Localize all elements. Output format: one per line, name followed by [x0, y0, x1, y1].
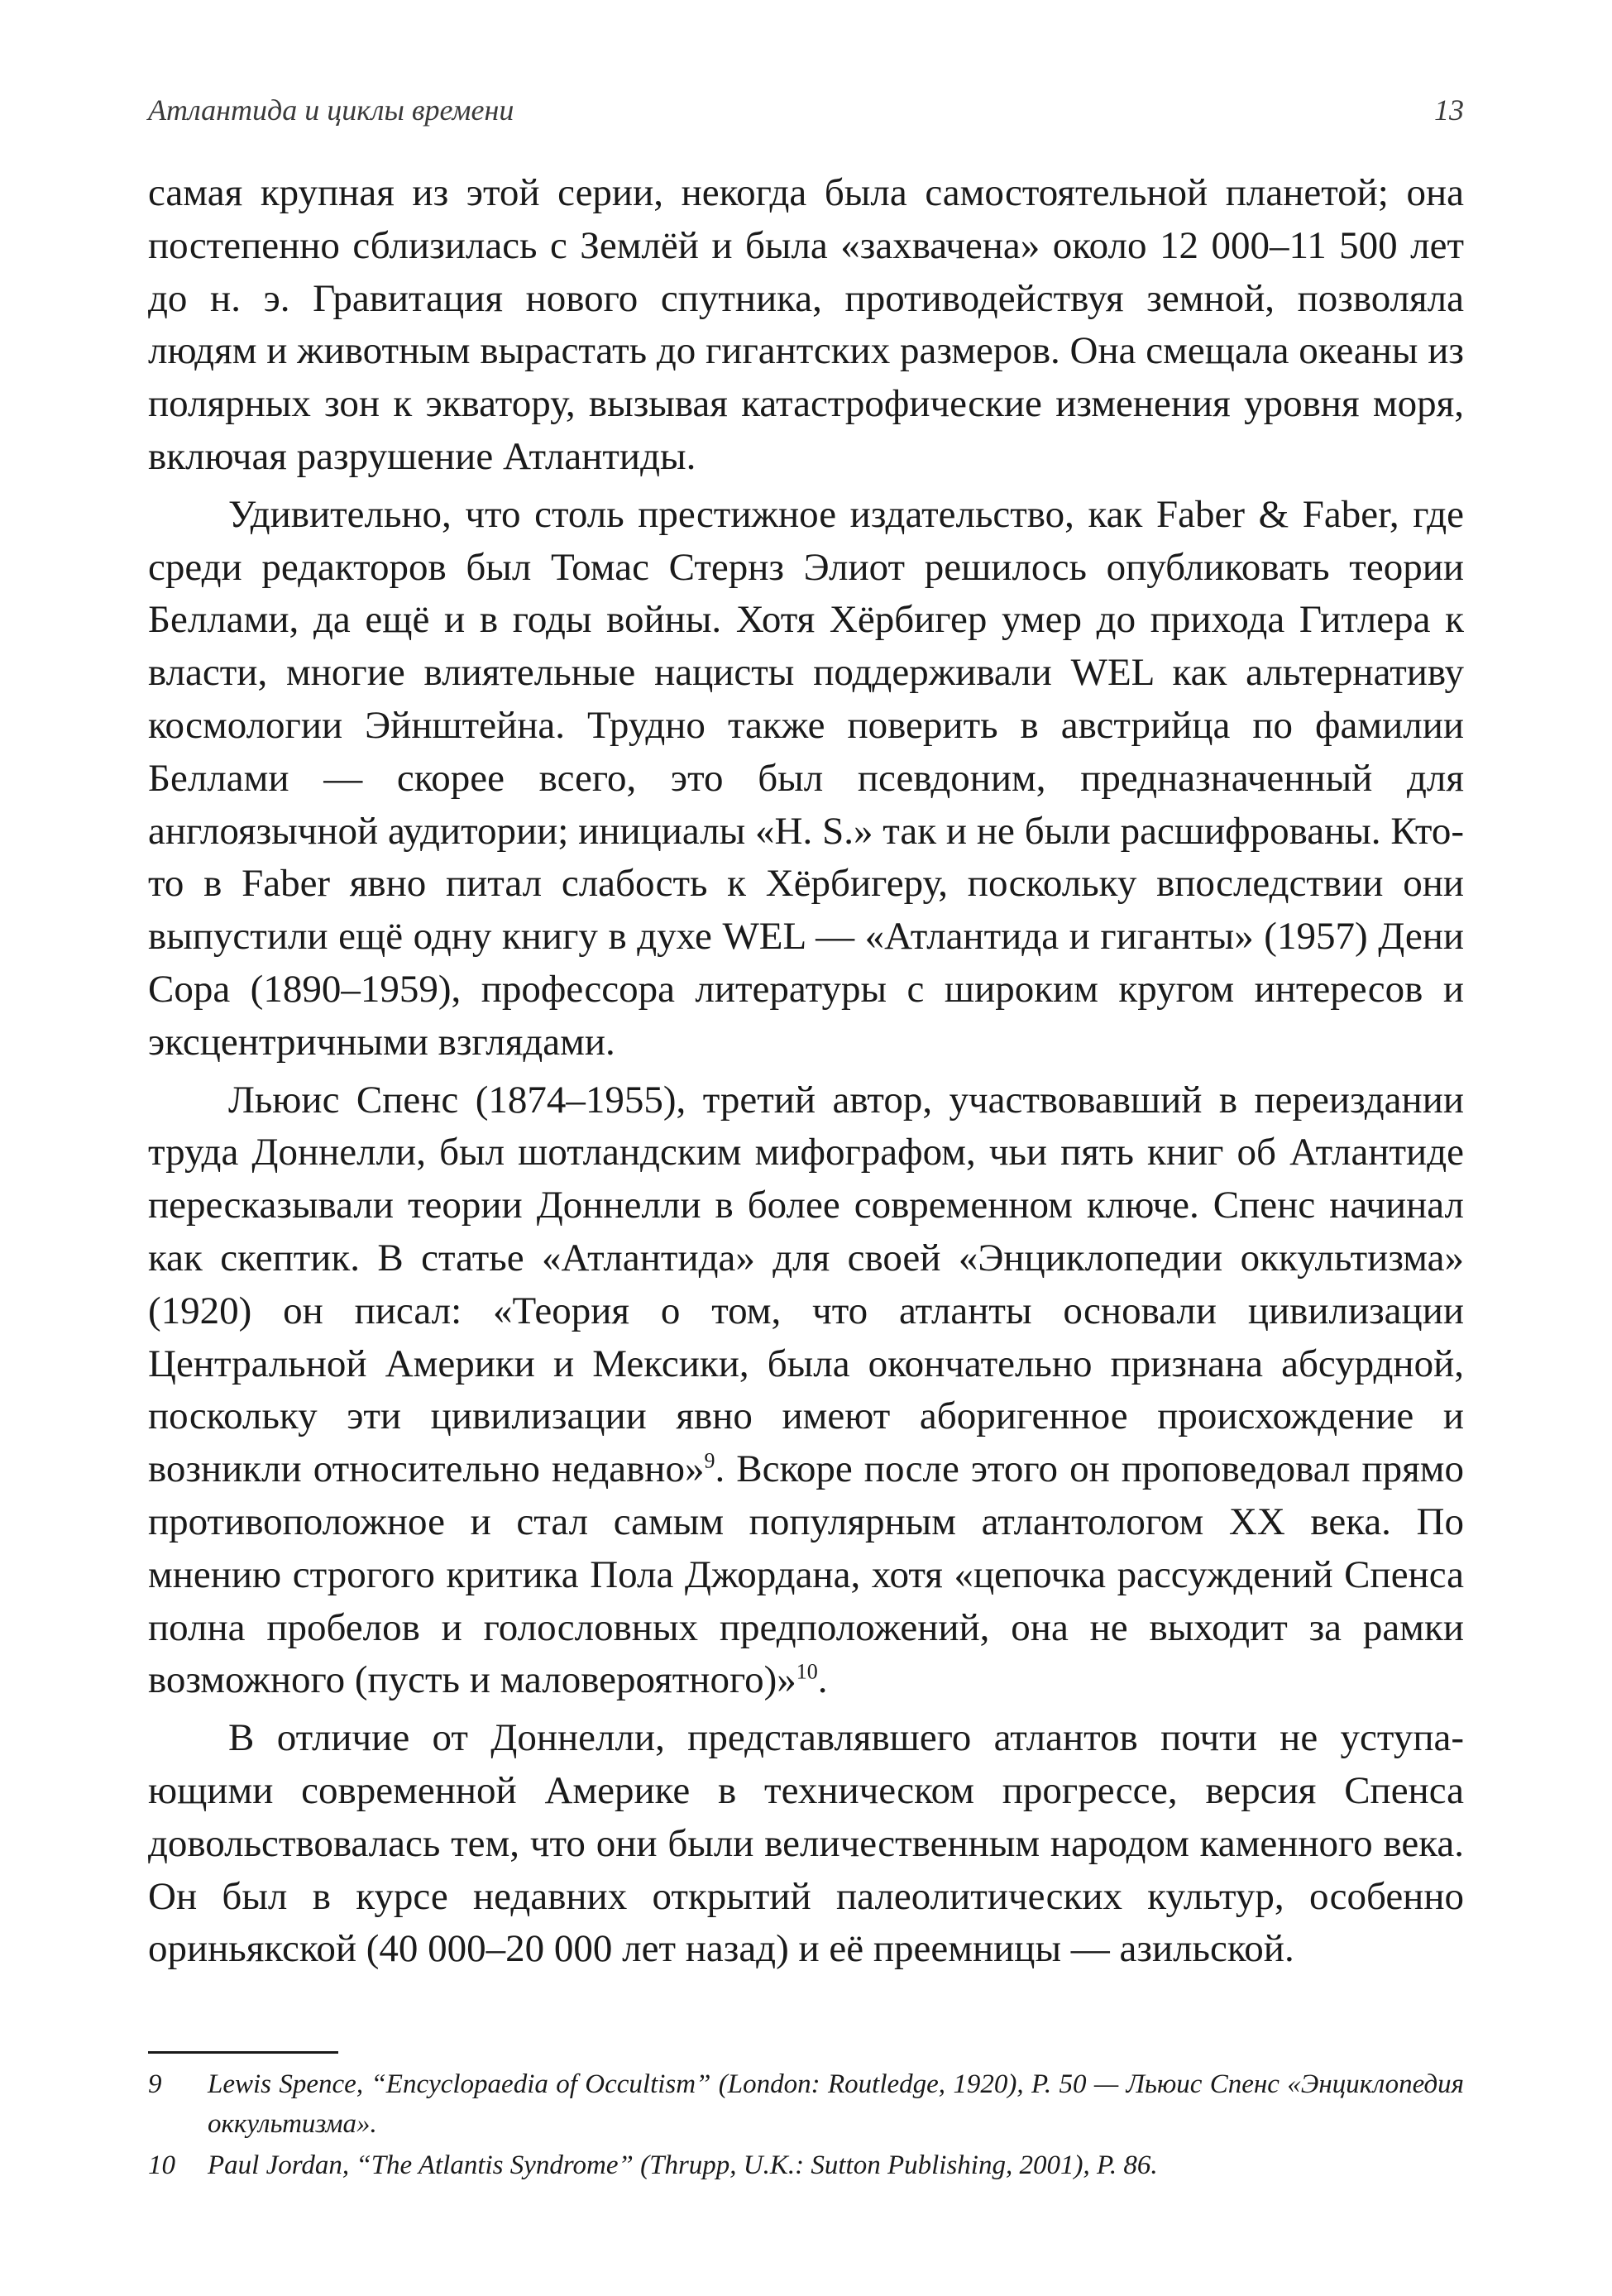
running-head [148, 93, 1464, 134]
footnote-divider [148, 2051, 338, 2054]
footnote-text: Paul Jordan, “The Atlantis Syndrome” (Thrupp, U.K.: Sutton Publishing, 2001), P. 86. [208, 2150, 1158, 2180]
paragraph-3-part-3: . [817, 1658, 828, 1702]
footnote-10 [148, 2145, 1464, 2185]
footnote-ref-9[interactable]: 9 [704, 1448, 715, 1473]
footnote-ref-10[interactable]: 10 [796, 1659, 818, 1684]
footnotes [148, 2064, 1464, 2187]
footnote-text: Lewis Spence, “Encyclopaedia of Occultism” (London: Routledge, 1920), P. 50 — Льюис Спенс «Энциклопедия оккультизма». [208, 2069, 1464, 2139]
paragraph-4: В отличие от Доннелли, представлявшего атлантов почти не уступающими современной Америке в техническом прогрессе, версия Спенса довольствовалась тем, что они были величественным народом каменного века. Он был в курсе недавних открытий палеолитических культур, особенно ориньякской (40 000–20 000 лет назад) и её преемницы — азильской. [148, 1716, 1464, 1971]
page-number: 13 [1434, 93, 1464, 127]
paragraph-2: Удивительно, что столь престижное издательство, как Faber & Faber, где среди редакторов был Томас Стернз Элиот решилось опубликовать теории Беллами, да ещё и в годы войны. Хотя Хёрбигер умер до прихода Гитлера к власти, многие влиятельные нацисты поддерживали WEL как альтернативу космологии Эйнштейна. Трудно также поверить в австрийца по фамилии Беллами — скорее всего, это был псевдоним, предназначенный для англоязычной аудитории; инициалы «H. S.» так и не были расшифрованы. Кто-то в Faber явно питал слабость к Хёрбигеру, поскольку впоследствии они выпустили ещё одну книгу в духе WEL — «Атлантида и гиганты» (1957) Дени Сора (1890–1959), профессора литературы с широким кругом интересов и эксцентричными взглядами. [148, 492, 1464, 1064]
footnote-number: 9 [148, 2069, 162, 2099]
paragraph-1: самая крупная из этой серии, некогда была самостоятельной планетой; она постепенно сблизилась с Землёй и была «захвачена» около 12 000–11 500 лет до н. э. Гравитация нового спутника, противодействуя земной, позволяла людям и животным вырастать до гигантских размеров. Она смещала океаны из полярных зон к экватору, вызывая катастрофические изменения уровня моря, включая разрушение Атлантиды. [148, 171, 1464, 478]
body-text [148, 167, 1464, 1976]
footnote-number: 10 [148, 2150, 175, 2180]
footnote-9 [148, 2064, 1464, 2144]
running-head-title: Атлантида и циклы времени [148, 93, 514, 127]
paragraph-3 [148, 1074, 1464, 1708]
paragraph-3-part-1: Льюис Спенс (1874–1955), третий автор, участвовавший в переиздании труда Доннелли, был шотландским мифографом, чьи пять книг об Атлантиде пересказывали теории Доннелли в более современном ключе. Спенс начинал как скептик. В статье «Атлантида» для своей «Энциклопедии оккультизма» (1920) он писал: «Теория о том, что атланты основали цивилизации Центральной Америки и Мексики, была окончательно признана абсурдной, поскольку эти цивилизации явно имеют аборигенное происхождение и возникли относительно недавно» [148, 1078, 1464, 1491]
paragraph-3-part-2: . Вскоре после этого он проповедовал прямо противоположное и стал самым популярным атлантологом XX века. По мнению строгого критика Пола Джордана, хотя «цепочка рассуждений Спенса полна пробелов и голословных предположений, она не выходит за рамки возможного (пусть и маловероятного)» [148, 1447, 1464, 1702]
